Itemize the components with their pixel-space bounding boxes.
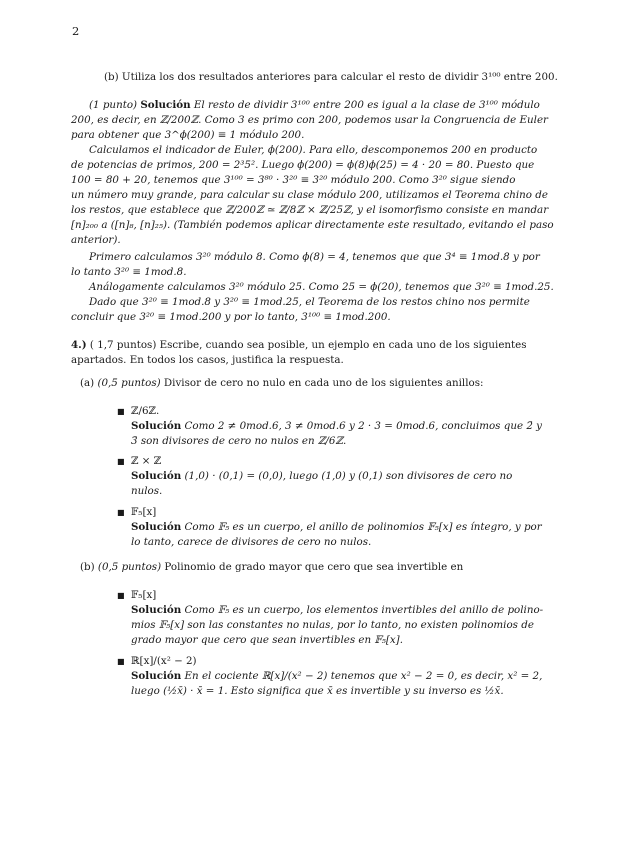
part-a-score: (0,5 puntos) (97, 377, 161, 389)
part-b4-text: Polinomio de grado mayor que cero que sea invertible en (164, 561, 464, 573)
ring-label: ℤ × ℤ (131, 455, 162, 467)
text-line: Calculamos el indicador de Euler, ϕ(200). Para ello, descomponemos 200 en producto (89, 144, 538, 156)
ring-label: 𝔽₅[x] (131, 506, 157, 518)
text-line: 200, es decir, en ℤ/200ℤ. Como 3 es primo con 200, podemos usar la Congruencia de Euler (71, 114, 548, 126)
solution-line (131, 520, 567, 535)
solution-label: Solución (131, 521, 182, 533)
bullet-icon: ■ (117, 407, 125, 416)
solution-first-line (89, 98, 567, 113)
text-line: concluir que 3²⁰ ≡ 1mod.200 y por lo tanto, 3¹⁰⁰ ≡ 1mod.200. (71, 311, 391, 323)
ring-label: 𝔽₅[x] (131, 589, 157, 601)
bullet-icon: ■ (117, 657, 125, 666)
text-line: lo tanto 3²⁰ ≡ 1mod.8. (71, 266, 187, 278)
q4-intro-line1 (71, 338, 567, 353)
score: (1 punto) (89, 99, 138, 111)
bullet-icon: ■ (117, 508, 125, 517)
solution-text: nulos. (131, 485, 163, 497)
part-b4-score: (0,5 puntos) (97, 561, 162, 573)
part-a-label: (a) (80, 377, 95, 389)
solution-text: lo tanto, carece de divisores de cero no nulos. (131, 536, 372, 548)
text-line: 100 = 80 + 20, tenemos que 3¹⁰⁰ = 3⁸⁰ · 3²⁰ ≡ 3²⁰ módulo 200. Como 3²⁰ sigue siendo (71, 174, 516, 186)
text-line: de potencias de primos, 200 = 2³5². Luego ϕ(200) = ϕ(8)ϕ(25) = 4 · 20 = 80. Puesto que (71, 159, 535, 171)
text-line: los restos, que establece que ℤ/200ℤ ≃ ℤ/8ℤ × ℤ/25ℤ, y el isomorfismo consiste en mandar (71, 204, 549, 216)
q4-intro-line2: apartados. En todos los casos, justifica la respuesta. (71, 354, 344, 366)
solution-line (131, 419, 567, 434)
solution-text: Como 𝔽₅ es un cuerpo, los elementos invertibles del anillo de polino- (184, 604, 544, 616)
solution-line (131, 469, 567, 484)
page-number: 2 (72, 24, 80, 38)
text-line: para obtener que 3^ϕ(200) ≡ 1 módulo 200. (71, 129, 305, 141)
solution-line (131, 603, 567, 618)
solution-text: luego (½x̄) · x̄ = 1. Esto significa que x̄ es invertible y su inverso es ½x̄. (131, 685, 504, 697)
text-line: anterior). (71, 234, 121, 246)
solution-text: Como 𝔽₅ es un cuerpo, el anillo de polinomios 𝔽₅[x] es íntegro, y por (184, 521, 542, 533)
part-b4-heading (80, 560, 567, 575)
solution-label: Solución (140, 99, 191, 111)
solution-text: 3̄ son divisores de cero no nulos en ℤ/6ℤ. (131, 435, 347, 447)
bullet-icon: ■ (117, 591, 125, 600)
text-line: El resto de dividir 3¹⁰⁰ entre 200 es igual a la clase de 3¹⁰⁰ módulo (193, 99, 540, 111)
solution-line (131, 669, 567, 684)
solution-label: Solución (131, 670, 182, 682)
solution-label: Solución (131, 420, 182, 432)
solution-label: Solución (131, 470, 182, 482)
solution-text: (1,0) · (0,1) = (0,0), luego (1,0) y (0,1) son divisores de cero no (184, 470, 513, 482)
bullet-icon: ■ (117, 457, 125, 466)
question-number: 4.) (71, 339, 87, 351)
text-line: un número muy grande, para calcular su clase módulo 200, utilizamos el Teorema chino de (71, 189, 548, 201)
q4-intro-text: ( 1,7 puntos) Escribe, cuando sea posible, un ejemplo en cada uno de los siguientes (89, 339, 527, 351)
solution-text: mios 𝔽₅[x] son las constantes no nulas, por lo tanto, no existen polinomios de (131, 619, 534, 631)
text-line: [n]₂₀₀ a ([n]₈, [n]₂₅). (También podemos aplicar directamente este resultado, evitando el paso (71, 219, 554, 231)
solution-text: grado mayor que cero que sean invertibles en 𝔽₅[x]. (131, 634, 403, 646)
part-a-text: Divisor de cero no nulo en cada uno de los siguientes anillos: (163, 377, 484, 389)
part-a-heading (80, 376, 567, 391)
part-b4-label: (b) (80, 561, 95, 573)
text-line: Dado que 3²⁰ ≡ 1mod.8 y 3²⁰ ≡ 1mod.25, el Teorema de los restos chino nos permite (89, 296, 530, 308)
solution-text: En el cociente ℝ[x]/(x² − 2) tenemos que x² − 2 = 0, es decir, x² = 2, (184, 670, 543, 682)
ring-label: ℤ/6ℤ. (131, 405, 160, 417)
solution-text: Como 2 ≠ 0mod.6, 3 ≠ 0mod.6 y 2 · 3 = 0mod.6, concluimos que 2̄ y (184, 420, 542, 432)
part-b-heading: (b) Utiliza los dos resultados anteriores para calcular el resto de dividir 3¹⁰⁰ entre 200. (104, 71, 558, 83)
text-line: Análogamente calculamos 3²⁰ módulo 25. Como 25 = ϕ(20), tenemos que 3²⁰ ≡ 1mod.25. (89, 281, 554, 293)
text-line: Primero calculamos 3²⁰ módulo 8. Como ϕ(8) = 4, tenemos que que 3⁴ ≡ 1mod.8 y por (89, 251, 540, 263)
solution-label: Solución (131, 604, 182, 616)
ring-label: ℝ[x]/(x² − 2) (131, 655, 197, 667)
